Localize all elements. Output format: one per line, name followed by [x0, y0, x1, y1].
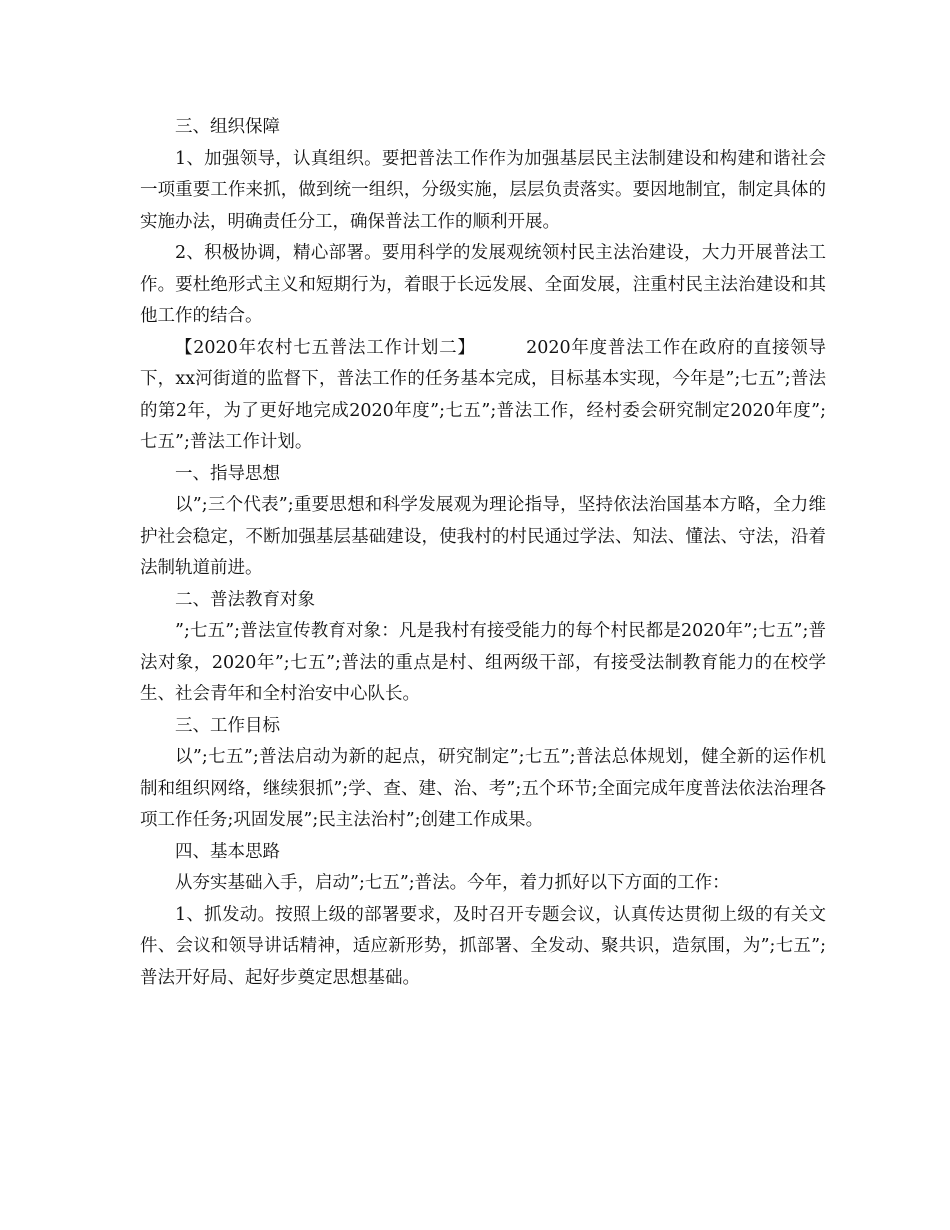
- paragraph-basic-ideas: 从夯实基础入手，启动”;七五”;普法。今年，着力抓好以下方面的工作：: [175, 873, 730, 893]
- paragraph-coordination: 2、积极协调，精心部署。要用科学的发展观统领村民主法治建设，大力开展普法工作。要杜绝形式主义和短期行为，着眼于长远发展、全面发展，注重村民主法治建设和其他工作的结合。: [140, 243, 826, 326]
- paragraph-leadership: 1、加强领导，认真组织。要把普法工作作为加强基层民主法制建设和构建和谐社会一项重要工作来抓，做到统一组织，分级实施，层层负责落实。要因地制宜，制定具体的实施办法，明确责任分工，确保普法工作的顺利开展。: [140, 148, 826, 232]
- section-heading-guiding-thought: 一、指导思想: [175, 463, 280, 484]
- section-heading-education-target: 二、普法教育对象: [175, 589, 315, 610]
- paragraph-guiding-thought: 以”;三个代表”;重要思想和科学发展观为理论指导，坚持依法治国基本方略，全力维护社会稳定，不断加强基层基础建设，使我村的村民通过学法、知法、懂法、守法，沿着法制轨道前进。: [140, 495, 826, 578]
- section-heading-organization: 三、组织保障: [175, 117, 280, 137]
- paragraph-plan-two-intro: 【2020年农村七五普法工作计划二】 2020年度普法工作在政府的直接领导下，xx河街道的监督下，普法工作的任务基本完成，目标基本实现，今年是”;七五”;普法的第2年，为了更好地完成2020年度”;七五”;普法工作，经村委会研究制定2020年度”;七五”;普法工作计划。: [140, 337, 826, 452]
- paragraph-education-target: ”;七五”;普法宣传教育对象：凡是我村有接受能力的每个村民都是2020年”;七五”;普法对象，2020年”;七五”;普法的重点是村、组两级干部，有接受法制教育能力的在校学生、社会青年和全村治安中心队长。: [140, 621, 826, 704]
- paragraph-mobilization: 1、抓发动。按照上级的部署要求，及时召开专题会议，认真传达贯彻上级的有关文件、会议和领导讲话精神，适应新形势，抓部署、全发动、聚共识，造氛围，为”;七五”;普法开好局、起好步奠定思想基础。: [140, 904, 826, 988]
- section-heading-basic-ideas: 四、基本思路: [175, 841, 280, 862]
- document-page: [140, 112, 826, 994]
- paragraph-work-goals: 以”;七五”;普法启动为新的起点，研究制定”;七五”;普法总体规划，健全新的运作机制和组织网络，继续狠抓”;学、查、建、治、考”;五个环节;全面完成年度普法依法治理各项工作任务;巩固发展”;民主法治村”;创建工作成果。: [140, 747, 826, 830]
- section-heading-work-goals: 三、工作目标: [175, 715, 280, 736]
